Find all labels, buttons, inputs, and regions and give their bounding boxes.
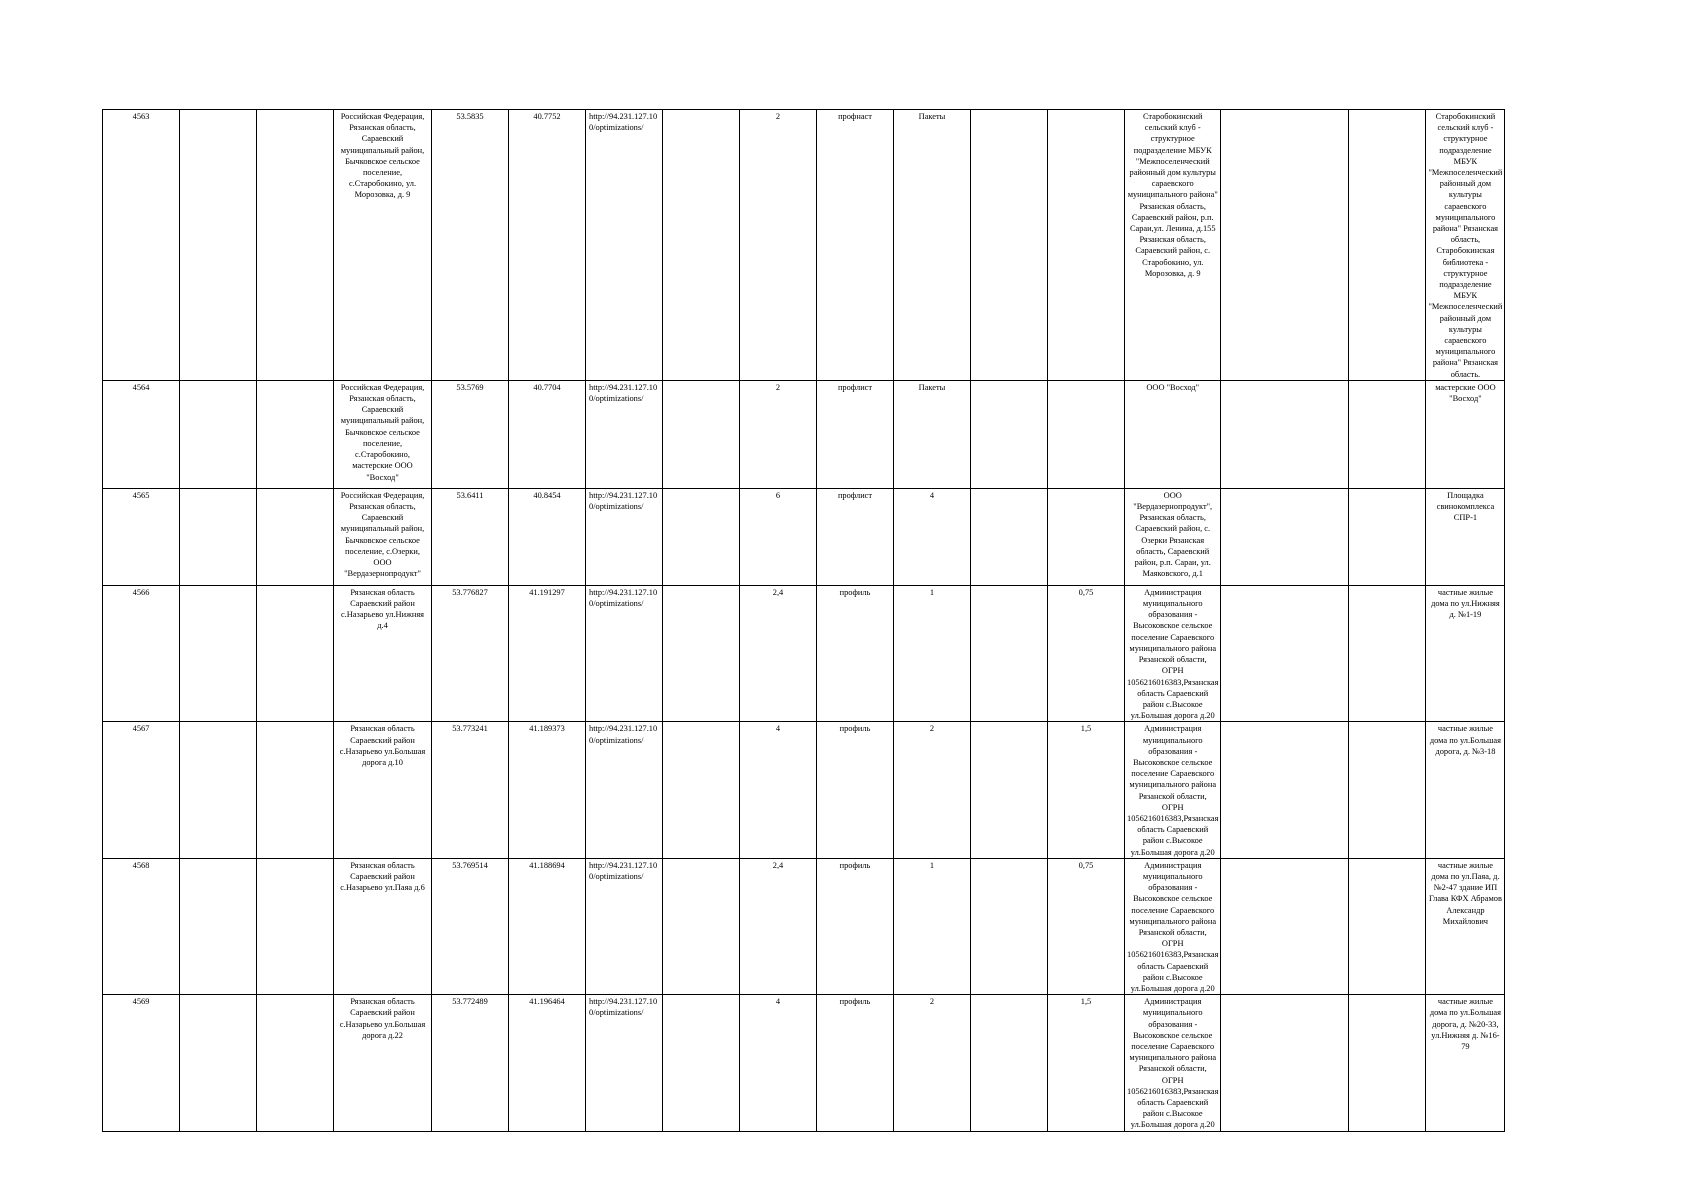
owner-cell: Старобокинский сельский клуб - структурное подразделение МБУК "Межпоселенческий районный дом культуры сараевского муниципального района" Рязанская область, Сараевский район, р.п. Сараи,ул. Ленина, д.155 Рязанская область, Сараевский район, с. Старобокино, ул. Морозовка, д. 9 <box>1125 110 1221 381</box>
latitude-cell: 53.773241 <box>432 722 509 858</box>
url-cell: http://94.231.127.10 0/optimizations/ <box>586 380 663 488</box>
row-id-cell: 4568 <box>103 858 180 994</box>
registry-table-body <box>103 110 1610 1132</box>
empty-cell <box>180 110 257 381</box>
owner-cell: Администрация муниципального образования - Высоковское сельское поселение Сараевского муниципального района Рязанской области, ОГРН 1056216016383,Рязанская область Сараевский район с.Высокое ул.Большая дорога д.20 <box>1125 722 1221 858</box>
surface-cell: профиль <box>817 585 894 721</box>
empty-cell <box>1221 858 1349 994</box>
container-cell: 2 <box>894 995 971 1131</box>
source-cell: Площадка свинокомплекса СПР-1 <box>1426 488 1505 585</box>
empty-cell <box>257 488 334 585</box>
empty-cell <box>663 858 740 994</box>
empty-cell <box>257 380 334 488</box>
table-row <box>103 722 1610 858</box>
owner-cell: ООО "Восход" <box>1125 380 1221 488</box>
empty-cell <box>663 995 740 1131</box>
empty-cell <box>180 995 257 1131</box>
empty-cell <box>971 722 1048 858</box>
owner-cell: ООО "Вердазернопродукт", Рязанская область, Сараевский район, с. Озерки Рязанская область, Сараевский район, р.п. Сараи, ул. Маяковского, д.1 <box>1125 488 1221 585</box>
empty-cell <box>180 488 257 585</box>
latitude-cell: 53.5835 <box>432 110 509 381</box>
surface-cell: профлист <box>817 380 894 488</box>
volume-cell <box>1048 488 1125 585</box>
empty-cell <box>1349 585 1426 721</box>
owner-cell: Администрация муниципального образования - Высоковское сельское поселение Сараевского муниципального района Рязанской области, ОГРН 1056216016383,Рязанская область Сараевский район с.Высокое ул.Большая дорога д.20 <box>1125 858 1221 994</box>
container-cell: 4 <box>894 488 971 585</box>
longitude-cell: 41.188694 <box>509 858 586 994</box>
address-cell: Российская Федерация, Рязанская область, Сараевский муниципальный район, Бычковское сельское поселение, с.Озерки, ООО "Вердазернопродукт" <box>334 488 432 585</box>
empty-cell <box>257 722 334 858</box>
latitude-cell: 53.776827 <box>432 585 509 721</box>
row-id-cell: 4565 <box>103 488 180 585</box>
source-cell: частные жилые дома по ул.Большая дорога, д. №20-33, ул.Нижняя д. №16-79 <box>1426 995 1505 1131</box>
container-cell: Пакеты <box>894 380 971 488</box>
empty-cell <box>1349 858 1426 994</box>
source-cell: мастерские ООО "Восход" <box>1426 380 1505 488</box>
row-id-cell: 4567 <box>103 722 180 858</box>
url-cell: http://94.231.127.10 0/optimizations/ <box>586 488 663 585</box>
empty-cell <box>971 858 1048 994</box>
url-cell: http://94.231.127.10 0/optimizations/ <box>586 722 663 858</box>
longitude-cell: 40.7752 <box>509 110 586 381</box>
area-cell: 2 <box>740 110 817 381</box>
empty-cell <box>1221 585 1349 721</box>
empty-cell <box>971 585 1048 721</box>
empty-cell <box>663 585 740 721</box>
table-row <box>103 380 1610 488</box>
surface-cell: профиль <box>817 995 894 1131</box>
owner-cell: Администрация муниципального образования - Высоковское сельское поселение Сараевского муниципального района Рязанской области, ОГРН 1056216016383,Рязанская область Сараевский район с.Высокое ул.Большая дорога д.20 <box>1125 585 1221 721</box>
container-cell: Пакеты <box>894 110 971 381</box>
longitude-cell: 41.189373 <box>509 722 586 858</box>
latitude-cell: 53.5769 <box>432 380 509 488</box>
source-cell: частные жилые дома по ул.Паяа, д. №2-47 здание ИП Глава КФХ Абрамов Александр Михайлович <box>1426 858 1505 994</box>
surface-cell: профлист <box>817 488 894 585</box>
table-row <box>103 858 1610 994</box>
volume-cell: 0,75 <box>1048 585 1125 721</box>
empty-cell <box>971 110 1048 381</box>
empty-cell <box>663 380 740 488</box>
address-cell: Российская Федерация, Рязанская область, Сараевский муниципальный район, Бычковское сельское поселение, с.Старобокино, мастерские ООО "Восход" <box>334 380 432 488</box>
row-id-cell: 4563 <box>103 110 180 381</box>
registry-table <box>102 109 1610 1132</box>
volume-cell: 1,5 <box>1048 722 1125 858</box>
empty-cell <box>1349 110 1426 381</box>
volume-cell <box>1048 380 1125 488</box>
empty-cell <box>663 488 740 585</box>
row-id-cell: 4564 <box>103 380 180 488</box>
address-cell: Российская Федерация, Рязанская область, Сараевский муниципальный район, Бычковское сельское поселение, с.Старобокино, ул. Морозовка, д. 9 <box>334 110 432 381</box>
empty-cell <box>180 585 257 721</box>
volume-cell <box>1048 110 1125 381</box>
empty-cell <box>971 488 1048 585</box>
empty-cell <box>180 858 257 994</box>
table-row <box>103 585 1610 721</box>
container-cell: 1 <box>894 858 971 994</box>
source-cell: Старобокинский сельский клуб - структурное подразделение МБУК "Межпоселенческий районный дом культуры сараевского муниципального района" Рязанская область, Старобокинская библиотека - структурное подразделение МБУК "Межпоселенческий районный дом культуры сараевского муниципального района" Рязанская область. <box>1426 110 1505 381</box>
area-cell: 2,4 <box>740 585 817 721</box>
address-cell: Рязанская область Сараевский район с.Назарьево ул.Паяа д.6 <box>334 858 432 994</box>
area-cell: 2,4 <box>740 858 817 994</box>
empty-cell <box>1221 722 1349 858</box>
empty-cell <box>971 995 1048 1131</box>
source-cell: частные жилые дома по ул.Нижняя д. №1-19 <box>1426 585 1505 721</box>
empty-cell <box>1349 995 1426 1131</box>
longitude-cell: 40.8454 <box>509 488 586 585</box>
empty-cell <box>1221 110 1349 381</box>
address-cell: Рязанская область Сараевский район с.Назарьево ул.Большая дорога д.10 <box>334 722 432 858</box>
longitude-cell: 41.191297 <box>509 585 586 721</box>
surface-cell: профиль <box>817 722 894 858</box>
address-cell: Рязанская область Сараевский район с.Назарьево ул.Нижняя д.4 <box>334 585 432 721</box>
empty-cell <box>257 995 334 1131</box>
latitude-cell: 53.769514 <box>432 858 509 994</box>
row-id-cell: 4569 <box>103 995 180 1131</box>
surface-cell: профиль <box>817 858 894 994</box>
empty-cell <box>1349 380 1426 488</box>
empty-cell <box>1349 722 1426 858</box>
area-cell: 4 <box>740 722 817 858</box>
row-id-cell: 4566 <box>103 585 180 721</box>
area-cell: 6 <box>740 488 817 585</box>
longitude-cell: 40.7704 <box>509 380 586 488</box>
empty-cell <box>1221 380 1349 488</box>
container-cell: 1 <box>894 585 971 721</box>
empty-cell <box>663 722 740 858</box>
area-cell: 4 <box>740 995 817 1131</box>
volume-cell: 0,75 <box>1048 858 1125 994</box>
table-row <box>103 110 1610 381</box>
empty-cell <box>257 110 334 381</box>
container-cell: 2 <box>894 722 971 858</box>
empty-cell <box>1221 488 1349 585</box>
empty-cell <box>180 380 257 488</box>
empty-cell <box>257 858 334 994</box>
volume-cell: 1,5 <box>1048 995 1125 1131</box>
url-cell: http://94.231.127.10 0/optimizations/ <box>586 995 663 1131</box>
source-cell: частные жилые дома по ул.Большая дорога, д. №3-18 <box>1426 722 1505 858</box>
empty-cell <box>257 585 334 721</box>
url-cell: http://94.231.127.10 0/optimizations/ <box>586 585 663 721</box>
longitude-cell: 41.196464 <box>509 995 586 1131</box>
url-cell: http://94.231.127.10 0/optimizations/ <box>586 110 663 381</box>
empty-cell <box>971 380 1048 488</box>
empty-cell <box>663 110 740 381</box>
url-cell: http://94.231.127.10 0/optimizations/ <box>586 858 663 994</box>
address-cell: Рязанская область Сараевский район с.Назарьево ул.Большая дорога д.22 <box>334 995 432 1131</box>
empty-cell <box>1221 995 1349 1131</box>
area-cell: 2 <box>740 380 817 488</box>
latitude-cell: 53.772489 <box>432 995 509 1131</box>
surface-cell: профнаст <box>817 110 894 381</box>
table-row <box>103 488 1610 585</box>
latitude-cell: 53.6411 <box>432 488 509 585</box>
empty-cell <box>1349 488 1426 585</box>
empty-cell <box>180 722 257 858</box>
owner-cell: Администрация муниципального образования - Высоковское сельское поселение Сараевского муниципального района Рязанской области, ОГРН 1056216016383,Рязанская область Сараевский район с.Высокое ул.Большая дорога д.20 <box>1125 995 1221 1131</box>
table-row <box>103 995 1610 1131</box>
